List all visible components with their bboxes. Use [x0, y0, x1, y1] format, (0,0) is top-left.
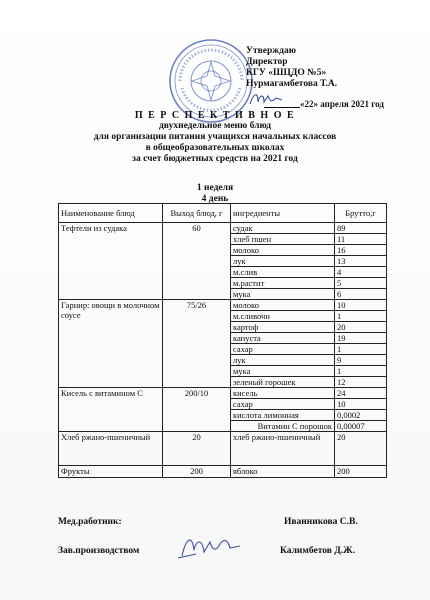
title-line-2: двухнедельное меню блюд — [158, 121, 272, 131]
ingredient-gross: 89 — [335, 223, 387, 234]
approval-date-text: «22» апреля 2021 год — [300, 99, 384, 109]
ingredient-name: сахар — [231, 399, 335, 410]
title-main: П Е Р С П Е К Т И В Н О Е — [134, 110, 296, 121]
ingredient-name: лук — [231, 355, 335, 366]
dish-output: 200/10 — [163, 388, 231, 432]
ingredient-name: молоко — [231, 245, 335, 256]
table-row — [59, 466, 387, 478]
week-label: 1 неделя — [196, 183, 234, 193]
ingredient-gross: 6 — [335, 289, 387, 300]
title-line-5: за счет бюджетных средств на 2021 год — [132, 154, 298, 164]
ingredient-name: хлеб пшен — [231, 234, 335, 245]
dish-name: Тефтели из судака — [59, 223, 163, 300]
ingredient-gross: 13 — [335, 256, 387, 267]
day-label: 4 день — [201, 194, 229, 204]
document-titles — [0, 110, 430, 165]
table-row — [59, 388, 387, 399]
ingredient-gross: 0,0002 — [335, 410, 387, 421]
dish-name: Гарнир: овощи в молочном соусе — [59, 300, 163, 388]
ingredient-gross: 1 — [335, 311, 387, 322]
ingredient-name: капуста — [231, 333, 335, 344]
med-worker-name: Иванникова С.В. — [284, 517, 358, 527]
ingredient-name: яблоко — [231, 466, 335, 478]
dish-output: 60 — [163, 223, 231, 300]
ingredient-name: кислота лимонная — [231, 410, 335, 421]
head-of-production-name: Калимбетов Д.Ж. — [280, 546, 355, 556]
table-header-row — [59, 204, 387, 223]
week-day-block — [0, 183, 430, 205]
approval-line-2: Директор — [246, 57, 288, 67]
ingredient-name: зеленый горошек — [231, 377, 335, 388]
title-line-4: в общеобразовательных школах — [145, 143, 285, 153]
header-ingredients: ингредиенты — [231, 204, 335, 223]
ingredient-gross: 16 — [335, 245, 387, 256]
header-output: Выход блюд, г — [163, 204, 231, 223]
ingredient-name: картоф — [231, 322, 335, 333]
ingredient-name: Витамин С порошок — [231, 421, 335, 432]
ingredient-name: м.сливочн — [231, 311, 335, 322]
ingredient-name: лук — [231, 256, 335, 267]
ingredient-name: хлеб ржано-пшеничный — [231, 432, 335, 466]
ingredient-gross: 5 — [335, 278, 387, 289]
head-of-production-signature — [176, 530, 246, 562]
approval-block — [246, 46, 337, 90]
ingredient-gross: 10 — [335, 300, 387, 311]
ingredient-name: сахар — [231, 344, 335, 355]
ingredient-gross: 20 — [335, 432, 387, 466]
dish-output: 200 — [163, 466, 231, 478]
approval-date — [264, 99, 384, 109]
ingredient-name: судак — [231, 223, 335, 234]
ingredient-gross: 200 — [335, 466, 387, 478]
approval-line-1: Утверждаю — [246, 46, 296, 56]
dish-name: Фрукты — [59, 466, 163, 478]
ingredient-gross: 19 — [335, 333, 387, 344]
approval-line-4: Нурмагамбетова Т.А. — [246, 79, 338, 89]
header-gross: Брутто,г — [335, 204, 387, 223]
dish-output: 20 — [163, 432, 231, 466]
ingredient-gross: 24 — [335, 388, 387, 399]
dish-name: Хлеб ржано-пшеничный — [59, 432, 163, 466]
signature-line — [264, 107, 300, 108]
table-row — [59, 300, 387, 311]
ingredient-name: мука — [231, 289, 335, 300]
menu-table — [58, 203, 387, 478]
dish-output: 75/26 — [163, 300, 231, 388]
ingredient-name: мука — [231, 366, 335, 377]
ingredient-name: молоко — [231, 300, 335, 311]
dish-name: Кисель с витамином С — [59, 388, 163, 432]
ingredient-gross: 9 — [335, 355, 387, 366]
header-dish-name: Наименование блюд — [59, 204, 163, 223]
ingredient-gross: 10 — [335, 399, 387, 410]
table-row — [59, 432, 387, 466]
ingredient-gross: 20 — [335, 322, 387, 333]
ingredient-gross: 1 — [335, 344, 387, 355]
ingredient-name: м.растит — [231, 278, 335, 289]
ingredient-gross: 12 — [335, 377, 387, 388]
ingredient-name: кисель — [231, 388, 335, 399]
ingredient-gross: 11 — [335, 234, 387, 245]
ingredient-gross: 1 — [335, 366, 387, 377]
ingredient-gross: 0,00007 — [335, 421, 387, 432]
table-row — [59, 223, 387, 234]
approval-line-3: КГУ «ШЦДО №5» — [246, 68, 327, 78]
title-line-3: для организации питания учащихся начальных классов — [93, 132, 337, 142]
med-worker-label: Мед.работник: — [58, 517, 122, 527]
ingredient-name: м.слив — [231, 267, 335, 278]
head-of-production-label: Зав.производством — [58, 546, 140, 556]
ingredient-gross: 4 — [335, 267, 387, 278]
